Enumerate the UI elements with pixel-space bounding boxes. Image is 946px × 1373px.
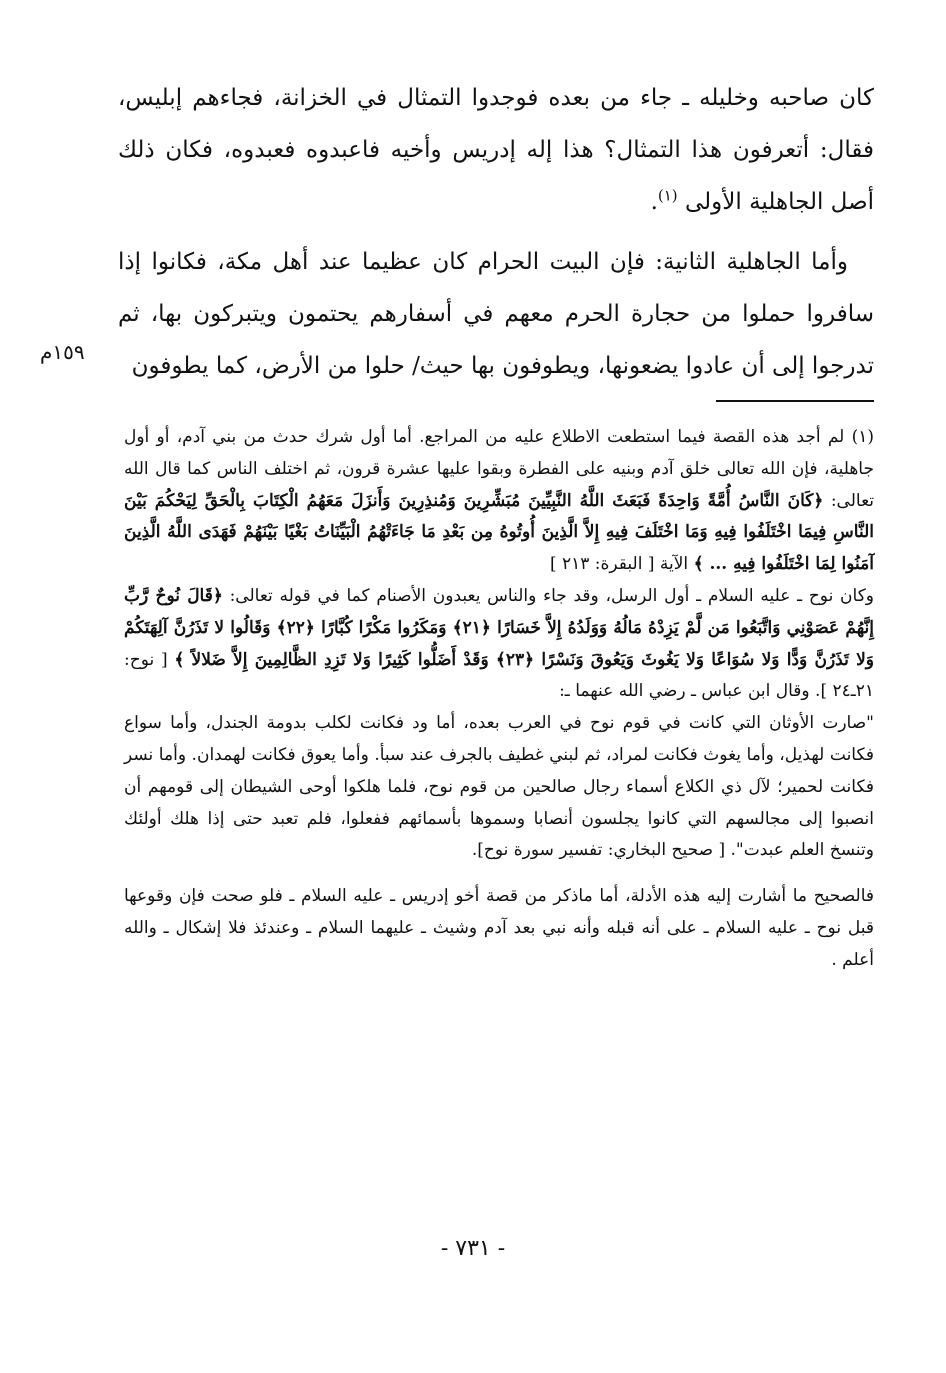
footnote-1-noah-text: وكان نوح ـ عليه السلام ـ أول الرسل، وقد جاء والناس يعبدون الأصنام كما في قوله تعالى: bbox=[229, 585, 875, 606]
page-number: - ٧٣١ - bbox=[440, 1236, 506, 1261]
footnote-1-conclusion: فالصحيح ما أشارت إليه هذه الأدلة، أما ماذكر من قصة أخو إدريس ـ عليه السلام ـ فلو صحت فإن وقوعها قبل نوح ـ عليه السلام ـ على أنه قبله وأنه نبي بعد آدم وشيث ـ عليهما السلام ـ وعندئذ فلا إشكال ـ والله أعلم . bbox=[124, 886, 874, 970]
footnote-reference: (١) bbox=[657, 186, 678, 205]
footnote-1-noah bbox=[124, 581, 874, 708]
margin-note: ١٥٩م bbox=[40, 340, 85, 364]
footnote-1 bbox=[124, 422, 874, 581]
quran-verse-nuh: ﴿قَالَ نُوحٌ رَّبِّ إِنَّهُمْ عَصَوْنِي وَاتَّبَعُوا مَن لَّمْ يَزِدْهُ مَالُهُ وَوَلَدُهُ إِلاَّ خَسَارًا ﴿٢١﴾ وَمَكَرُوا مَكْرًا كُبَّارًا ﴿٢٢﴾ وَقَالُوا لا تَذَرُنَّ آلِهَتَكُمْ وَلا تَذَرُنَّ وَدًّا وَلا سُوَاعًا وَلا يَغُوثَ وَيَعُوقَ وَنَسْرًا ﴿٢٣﴾ وَقَدْ أَضَلُّوا كَثِيرًا وَلا تَزِدِ الظَّالِمِينَ إِلاَّ ضَلالاً ﴾ bbox=[124, 585, 875, 670]
main-paragraph-1-text: كان صاحبه وخليله ـ جاء من بعده فوجدوا التمثال في الخزانة، فجاءهم إبليس، فقال: أتعرفون هذا التمثال؟ هذا إله إدريس وأخيه فاعبدوه فعبدوه، فكان ذلك أصل الجاهلية الأولى bbox=[118, 85, 874, 215]
quran-verse-baqarah: ﴿كَانَ النَّاسُ أُمَّةً وَاحِدَةً فَبَعَثَ اللَّهُ النَّبِيِّينَ مُبَشِّرِينَ وَمُنذِرِينَ وَأَنزَلَ مَعَهُمُ الْكِتَابَ بِالْحَقِّ لِيَحْكُمَ بَيْنَ النَّاسِ فِيمَا اخْتَلَفُوا فِيهِ وَمَا اخْتَلَفَ فِيهِ إِلاَّ الَّذِينَ أُوتُوهُ مِن بَعْدِ مَا جَاءَتْهُمُ الْبَيِّنَاتُ بَغْيًا بَيْنَهُمْ فَهَدَى اللَّهُ الَّذِينَ آمَنُوا لِمَا اخْتَلَفُوا فِيهِ ... ﴾ bbox=[124, 490, 874, 575]
footnote-divider bbox=[716, 400, 874, 402]
footnote-1-hadith: "صارت الأوثان التي كانت في قوم نوح في العرب بعده، أما ود فكانت لكلب بدومة الجندل، وأما سواع فكانت لهذيل، وأما يغوث فكانت لمراد، ثم لبني غطيف بالجرف عند سبأ. وأما يعوق فكانت لهمدان. وأما نسر فكانت لحمير؛ لآل ذي الكلاع أسماء رجال صالحين من قوم نوح، فلما هلكوا أوحى الشيطان إلى قومهم أن انصبوا إلى مجالسهم التي كانوا يجلسون أنصابا وسموها بأسمائهم ففعلوا، فلم تعبد حتى إذا هلك أولئك وتنسخ العلم عبدت". [ صحيح البخاري: تفسير سورة نوح]. bbox=[124, 713, 874, 861]
verse-reference-nuh: [ نوح: ٢١ـ٢٤ ]. وقال ابن عباس ـ رضي الله عنهما ـ: bbox=[124, 649, 874, 702]
main-paragraph-2: وأما الجاهلية الثانية: فإن البيت الحرام كان عظيما عند أهل مكة، فكانوا إذا سافروا حملوا من حجارة الحرم معهم في أسفارهم يحتمون ويتبركون بها، ثم تدرجوا إلى أن عادوا يضعونها، ويطوفون بها حيث/ حلوا من الأرض، كما يطوفون bbox=[118, 249, 874, 379]
main-paragraph-1 bbox=[118, 72, 874, 228]
main-text bbox=[118, 72, 874, 392]
verse-reference-baqarah: الآية [ البقرة: ٢١٣ ] bbox=[549, 554, 689, 575]
main-paragraph-1-end: . bbox=[650, 189, 658, 215]
footnotes bbox=[124, 422, 874, 977]
footnote-1-intro: (١) لم أجد هذه القصة فيما استطعت الاطلاع عليه من المراجع. أما أول شرك حدث من بني آدم، أو أول جاهلية، فإن الله تعالى خلق آدم وبنيه على الفطرة وبقوا عليها عشرة قرون، ثم اختلف الناس كما قال الله تعالى: bbox=[124, 427, 875, 511]
